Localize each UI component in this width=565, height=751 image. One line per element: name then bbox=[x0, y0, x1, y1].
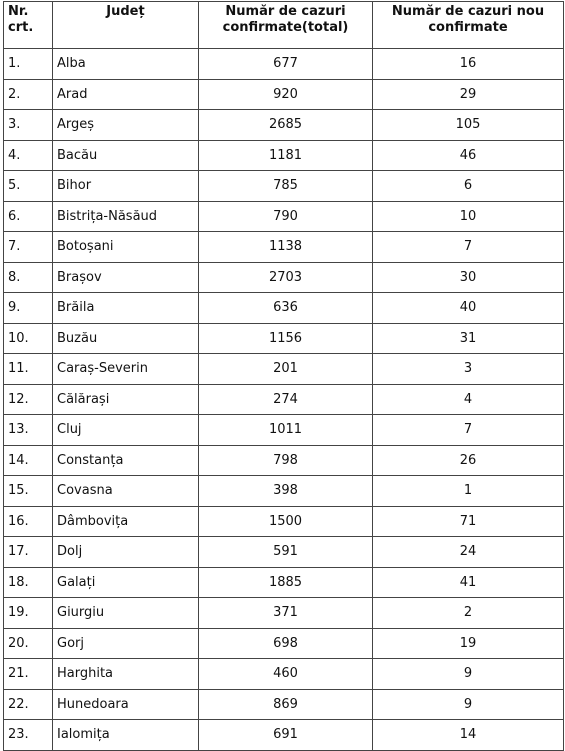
table-row bbox=[4, 720, 564, 751]
total-cases: 798 bbox=[199, 445, 373, 476]
table-row bbox=[4, 445, 564, 476]
county-name: Arad bbox=[53, 79, 199, 110]
row-number: 20. bbox=[4, 628, 53, 659]
row-number: 12. bbox=[4, 384, 53, 415]
table-row bbox=[4, 628, 564, 659]
table-row bbox=[4, 476, 564, 507]
county-name: Bistrița-Năsăud bbox=[53, 201, 199, 232]
table-row bbox=[4, 689, 564, 720]
table-row bbox=[4, 567, 564, 598]
header-nou bbox=[373, 2, 564, 49]
total-cases: 691 bbox=[199, 720, 373, 751]
table-body bbox=[4, 49, 564, 751]
total-cases: 398 bbox=[199, 476, 373, 507]
new-cases: 46 bbox=[373, 140, 564, 171]
total-cases: 2685 bbox=[199, 110, 373, 141]
total-cases: 201 bbox=[199, 354, 373, 385]
header-row bbox=[4, 2, 564, 49]
table-row bbox=[4, 537, 564, 568]
county-name: Cluj bbox=[53, 415, 199, 446]
county-name: Harghita bbox=[53, 659, 199, 690]
row-number: 5. bbox=[4, 171, 53, 202]
new-cases: 16 bbox=[373, 49, 564, 80]
county-name: Constanța bbox=[53, 445, 199, 476]
new-cases: 71 bbox=[373, 506, 564, 537]
header-nou-line2: confirmate bbox=[428, 20, 508, 35]
row-number: 22. bbox=[4, 689, 53, 720]
row-number: 13. bbox=[4, 415, 53, 446]
row-number: 18. bbox=[4, 567, 53, 598]
total-cases: 920 bbox=[199, 79, 373, 110]
table-row bbox=[4, 262, 564, 293]
total-cases: 869 bbox=[199, 689, 373, 720]
total-cases: 371 bbox=[199, 598, 373, 629]
county-name: Botoșani bbox=[53, 232, 199, 263]
total-cases: 1011 bbox=[199, 415, 373, 446]
row-number: 2. bbox=[4, 79, 53, 110]
row-number: 4. bbox=[4, 140, 53, 171]
cases-table bbox=[3, 1, 564, 751]
header-nr-line1: Nr. bbox=[8, 4, 29, 19]
table-row bbox=[4, 293, 564, 324]
total-cases: 636 bbox=[199, 293, 373, 324]
county-name: Giurgiu bbox=[53, 598, 199, 629]
total-cases: 677 bbox=[199, 49, 373, 80]
total-cases: 698 bbox=[199, 628, 373, 659]
table-row bbox=[4, 659, 564, 690]
new-cases: 26 bbox=[373, 445, 564, 476]
county-name: Hunedoara bbox=[53, 689, 199, 720]
table-row bbox=[4, 201, 564, 232]
county-name: Ialomița bbox=[53, 720, 199, 751]
new-cases: 40 bbox=[373, 293, 564, 324]
county-name: Dâmbovița bbox=[53, 506, 199, 537]
total-cases: 1156 bbox=[199, 323, 373, 354]
total-cases: 1885 bbox=[199, 567, 373, 598]
row-number: 11. bbox=[4, 354, 53, 385]
total-cases: 2703 bbox=[199, 262, 373, 293]
new-cases: 4 bbox=[373, 384, 564, 415]
row-number: 23. bbox=[4, 720, 53, 751]
total-cases: 1181 bbox=[199, 140, 373, 171]
row-number: 19. bbox=[4, 598, 53, 629]
new-cases: 1 bbox=[373, 476, 564, 507]
row-number: 7. bbox=[4, 232, 53, 263]
header-judet-label: Județ bbox=[106, 4, 145, 19]
new-cases: 7 bbox=[373, 232, 564, 263]
table-row bbox=[4, 415, 564, 446]
table-row bbox=[4, 354, 564, 385]
county-name: Brăila bbox=[53, 293, 199, 324]
total-cases: 1138 bbox=[199, 232, 373, 263]
header-nou-line1: Număr de cazuri nou bbox=[391, 4, 545, 19]
row-number: 6. bbox=[4, 201, 53, 232]
new-cases: 9 bbox=[373, 689, 564, 720]
table-row bbox=[4, 598, 564, 629]
row-number: 9. bbox=[4, 293, 53, 324]
table-row bbox=[4, 140, 564, 171]
county-name: Călărași bbox=[53, 384, 199, 415]
county-name: Covasna bbox=[53, 476, 199, 507]
header-total-line2: confirmate(total) bbox=[222, 20, 349, 35]
table-row bbox=[4, 171, 564, 202]
new-cases: 105 bbox=[373, 110, 564, 141]
county-name: Dolj bbox=[53, 537, 199, 568]
county-name: Gorj bbox=[53, 628, 199, 659]
header-nr-line2: crt. bbox=[8, 20, 34, 35]
new-cases: 3 bbox=[373, 354, 564, 385]
table-row bbox=[4, 506, 564, 537]
county-name: Bacău bbox=[53, 140, 199, 171]
total-cases: 785 bbox=[199, 171, 373, 202]
total-cases: 274 bbox=[199, 384, 373, 415]
row-number: 16. bbox=[4, 506, 53, 537]
new-cases: 24 bbox=[373, 537, 564, 568]
table-row bbox=[4, 49, 564, 80]
new-cases: 31 bbox=[373, 323, 564, 354]
table-row bbox=[4, 323, 564, 354]
total-cases: 591 bbox=[199, 537, 373, 568]
new-cases: 41 bbox=[373, 567, 564, 598]
county-name: Caraș-Severin bbox=[53, 354, 199, 385]
table-row bbox=[4, 384, 564, 415]
row-number: 15. bbox=[4, 476, 53, 507]
table-row bbox=[4, 232, 564, 263]
county-name: Alba bbox=[53, 49, 199, 80]
table-row bbox=[4, 79, 564, 110]
new-cases: 10 bbox=[373, 201, 564, 232]
new-cases: 14 bbox=[373, 720, 564, 751]
row-number: 17. bbox=[4, 537, 53, 568]
table-row bbox=[4, 110, 564, 141]
total-cases: 460 bbox=[199, 659, 373, 690]
header-nr bbox=[4, 2, 53, 49]
new-cases: 29 bbox=[373, 79, 564, 110]
county-name: Buzău bbox=[53, 323, 199, 354]
county-name: Bihor bbox=[53, 171, 199, 202]
new-cases: 7 bbox=[373, 415, 564, 446]
county-name: Argeș bbox=[53, 110, 199, 141]
row-number: 3. bbox=[4, 110, 53, 141]
row-number: 21. bbox=[4, 659, 53, 690]
header-total-line1: Număr de cazuri bbox=[225, 4, 346, 19]
new-cases: 9 bbox=[373, 659, 564, 690]
total-cases: 1500 bbox=[199, 506, 373, 537]
county-name: Brașov bbox=[53, 262, 199, 293]
total-cases: 790 bbox=[199, 201, 373, 232]
header-total bbox=[199, 2, 373, 49]
new-cases: 19 bbox=[373, 628, 564, 659]
new-cases: 2 bbox=[373, 598, 564, 629]
row-number: 14. bbox=[4, 445, 53, 476]
row-number: 1. bbox=[4, 49, 53, 80]
county-name: Galați bbox=[53, 567, 199, 598]
row-number: 8. bbox=[4, 262, 53, 293]
new-cases: 30 bbox=[373, 262, 564, 293]
row-number: 10. bbox=[4, 323, 53, 354]
header-judet bbox=[53, 2, 199, 49]
new-cases: 6 bbox=[373, 171, 564, 202]
